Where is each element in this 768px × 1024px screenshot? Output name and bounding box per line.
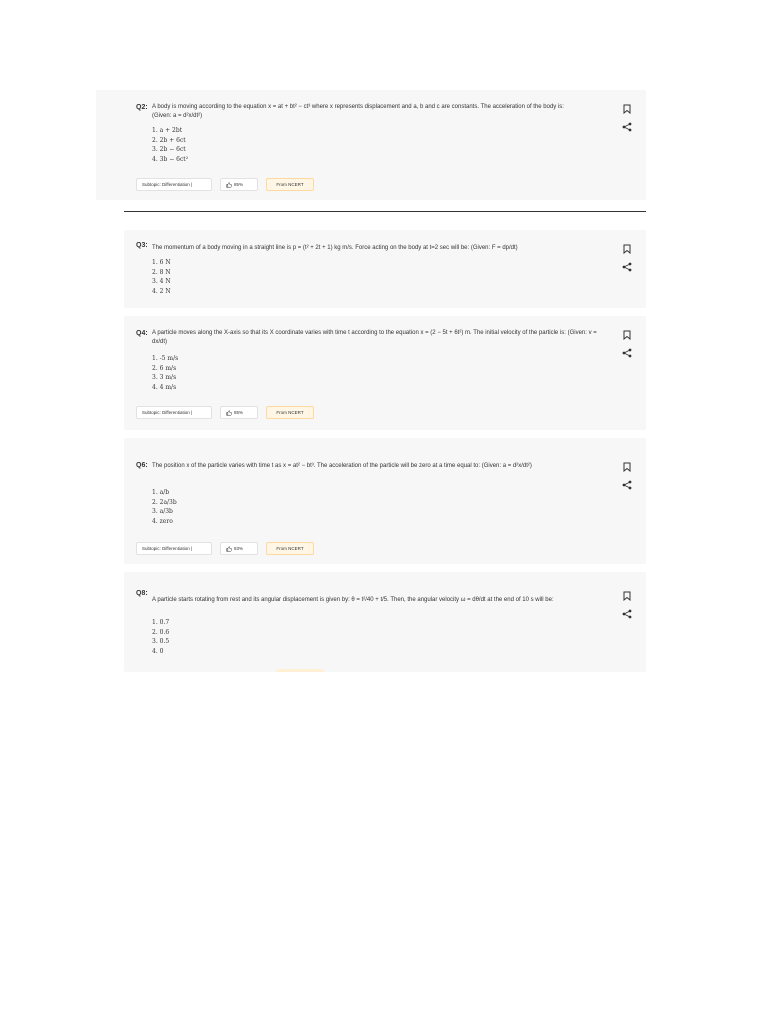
question-card-q8	[124, 572, 646, 672]
option[interactable]: 3. 3 m/s	[152, 374, 177, 381]
options-list	[152, 354, 178, 392]
share-icon[interactable]	[622, 609, 632, 619]
question-card-q2	[96, 90, 646, 200]
question-card-q4	[124, 316, 646, 430]
option[interactable]: 1. a + 2bt	[152, 127, 183, 134]
options-list	[152, 488, 177, 526]
option[interactable]: 2. 2b + 6ct	[152, 136, 186, 144]
bookmark-icon[interactable]	[622, 244, 632, 254]
thumbs-up-icon	[226, 182, 232, 188]
option[interactable]: 2. 2a/3b	[152, 498, 177, 506]
bookmark-icon[interactable]	[622, 104, 632, 114]
question-text: A body is moving according to the equation x = at + bt² − ct³ where x represents displacement and a, b and c are constants. The acceleration of the body is: (Given: a = d²x/dt²)	[152, 104, 564, 119]
question-text: A particle starts rotating from rest and its angular displacement is given by: θ = t²/40 + t/5. Then, the angular velocity ω = dθ/dt at the end of 10 s will be:	[152, 597, 554, 603]
share-icon[interactable]	[622, 122, 632, 132]
option[interactable]: 3. a/3b	[152, 508, 173, 515]
option[interactable]: 3. 2b − 6ct	[152, 146, 186, 153]
question-tags	[136, 406, 314, 419]
subtopic-tag[interactable]: Subtopic: Differentiation |	[136, 542, 212, 555]
like-badge[interactable]	[220, 406, 258, 419]
question-number: Q8:	[136, 590, 148, 597]
like-percent: 85%	[234, 410, 244, 415]
source-tag-cutoff	[276, 669, 324, 672]
like-badge[interactable]	[220, 542, 258, 555]
option[interactable]: 3. 0.5	[152, 638, 170, 645]
option[interactable]: 1. 6 N	[152, 259, 171, 266]
question-text: The momentum of a body moving in a straight line is p = (t² + 2t + 1) kg m/s. Force acting on the body at t=2 sec will be: (Given: F = dp/dt)	[152, 245, 518, 251]
options-list	[152, 126, 188, 164]
option[interactable]: 2. 0.6	[152, 628, 170, 636]
question-number: Q2:	[136, 104, 148, 111]
question-actions	[622, 244, 634, 280]
question-tags	[136, 542, 314, 555]
question-number: Q3:	[136, 242, 148, 249]
option[interactable]: 1. a/b	[152, 489, 170, 496]
option[interactable]: 1. -5 m/s	[152, 355, 179, 362]
question-tags	[136, 178, 314, 191]
option[interactable]: 4. 3b − 6ct²	[152, 155, 189, 163]
option[interactable]: 1. 0.7	[152, 619, 170, 626]
option[interactable]: 2. 6 m/s	[152, 364, 177, 372]
like-badge[interactable]	[220, 178, 258, 191]
bookmark-icon[interactable]	[622, 591, 632, 601]
option[interactable]: 4. 4 m/s	[152, 383, 177, 391]
question-text: A particle moves along the X-axis so that its X coordinate varies with time t according to the equation x = (2 − 5t + 6t²) m. The initial velocity of the particle is: (Given: v = dx/dt)	[152, 330, 597, 345]
like-percent: 83%	[234, 546, 244, 551]
tags-cutoff	[136, 669, 336, 672]
section-divider	[124, 211, 646, 212]
subtopic-tag[interactable]: Subtopic: Differentiation |	[136, 406, 212, 419]
question-text: The position x of the particle varies with time t as x = at² − bt³. The acceleration of the particle will be zero at a time equal to: (Given: a = d²x/dt²)	[152, 463, 532, 469]
option[interactable]: 3. 4 N	[152, 278, 171, 285]
source-tag[interactable]: From NCERT	[266, 178, 314, 191]
option[interactable]: 2. 8 N	[152, 268, 171, 276]
options-list	[152, 618, 169, 656]
question-actions	[622, 104, 634, 140]
question-card-q3	[124, 230, 646, 308]
question-actions	[622, 462, 634, 498]
bookmark-icon[interactable]	[622, 462, 632, 472]
option[interactable]: 4. 2 N	[152, 287, 171, 295]
like-percent: 85%	[234, 182, 244, 187]
source-tag[interactable]: From NCERT	[266, 542, 314, 555]
bookmark-icon[interactable]	[622, 330, 632, 340]
source-tag[interactable]: From NCERT	[266, 406, 314, 419]
subtopic-tag[interactable]: Subtopic: Differentiation |	[136, 178, 212, 191]
question-card-q6	[124, 438, 646, 564]
question-number: Q4:	[136, 330, 148, 337]
thumbs-up-icon	[226, 410, 232, 416]
question-actions	[622, 330, 634, 366]
share-icon[interactable]	[622, 262, 632, 272]
option[interactable]: 4. 0	[152, 647, 164, 655]
share-icon[interactable]	[622, 348, 632, 358]
options-list	[152, 258, 171, 296]
question-actions	[622, 591, 634, 627]
share-icon[interactable]	[622, 480, 632, 490]
option[interactable]: 4. zero	[152, 517, 173, 525]
thumbs-up-icon	[226, 546, 232, 552]
question-number: Q6:	[136, 462, 148, 469]
